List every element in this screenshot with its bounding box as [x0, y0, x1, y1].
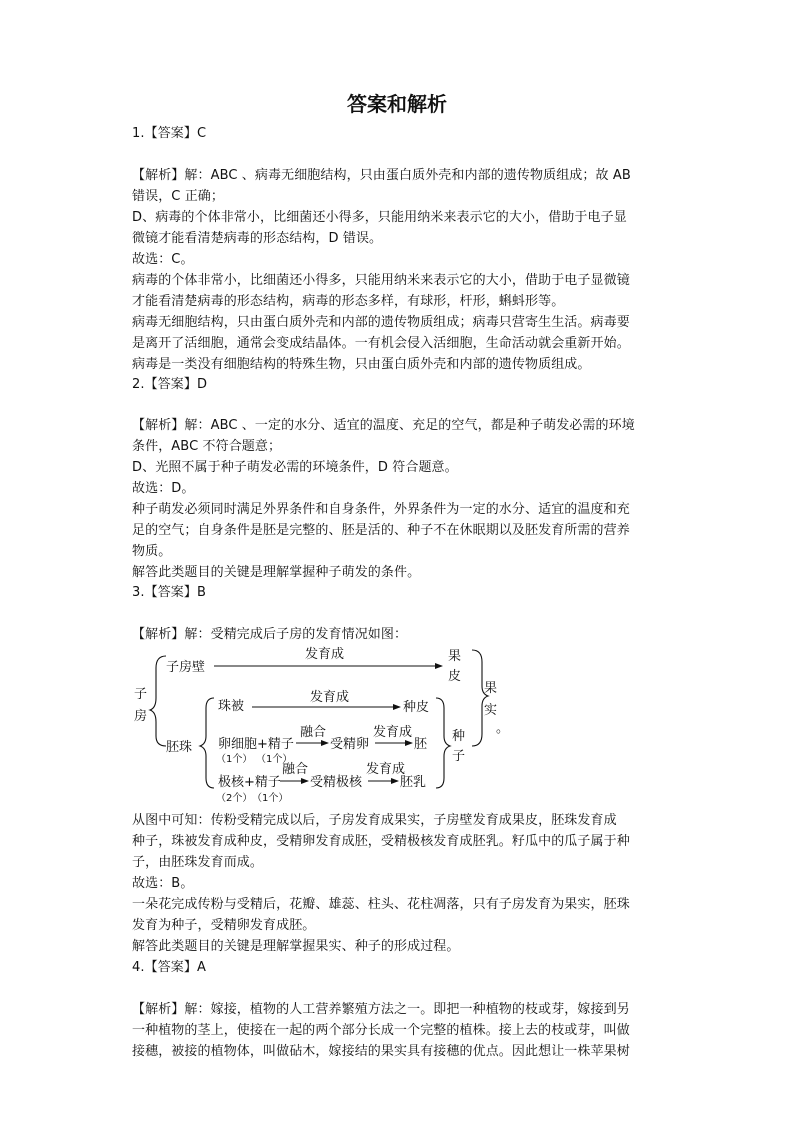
text-line: 发育为种子，受精卵发育成胚。 — [132, 918, 316, 933]
diagram-label-fuse-1: 融合 — [300, 725, 327, 740]
text-line: 4.【答案】A — [132, 960, 206, 975]
diagram-count-polar: （2个） — [216, 793, 253, 804]
text-line: 一朵花完成传粉与受精后，花瓣、雄蕊、柱头、花柱凋落，只有子房发育为果实，胚珠 — [132, 897, 630, 912]
diagram-count-egg: （1个） — [216, 754, 253, 765]
diagram-seed-char-1: 种 — [452, 729, 466, 744]
diagram-seed-brace — [436, 698, 450, 788]
text-line: 故选：C。 — [132, 252, 194, 267]
diagram-period: 。 — [496, 721, 510, 736]
diagram-zygote: 受精卵 — [330, 737, 370, 752]
ovary-development-diagram — [130, 638, 530, 810]
text-line: 物质。 — [132, 544, 172, 559]
diagram-ovary-wall: 子房壁 — [166, 660, 206, 675]
text-line: 病毒无细胞结构，只由蛋白质外壳和内部的遗传物质组成；病毒只营寄生生活。病毒要 — [132, 315, 630, 330]
diagram-count-sperm-1: （1个） — [256, 754, 293, 765]
text-line: 故选：B。 — [132, 876, 194, 891]
text-line: 接穗，被接的植物体，叫做砧木，嫁接结的果实具有接穗的优点。因此想让一株苹果树 — [132, 1044, 630, 1059]
text-line: 一种植物的茎上，使接在一起的两个部分长成一个完整的植株。接上去的枝或芽，叫做 — [132, 1023, 630, 1038]
text-line: 条件，ABC 不符合题意； — [132, 439, 282, 454]
text-line: 从图中可知：传粉受精完成以后，子房发育成果实，子房壁发育成果皮，胚珠发育成 — [132, 813, 617, 828]
diagram-label-fuse-2: 融合 — [282, 762, 309, 777]
text-line: 【解析】解：ABC 、病毒无细胞结构，只由蛋白质外壳和内部的遗传物质组成；故 AB — [132, 168, 631, 183]
diagram-embryo: 胚 — [414, 737, 428, 752]
text-line: 种子，珠被发育成种皮，受精卵发育成胚，受精极核发育成胚乳。籽瓜中的瓜子属于种 — [132, 834, 630, 849]
diagram-label-develops-3: 发育成 — [373, 725, 413, 740]
text-line: 故选：D。 — [132, 481, 195, 496]
diagram-seed-char-2: 子 — [452, 749, 466, 764]
page-title: 答案和解析 — [347, 92, 447, 116]
text-line: 【解析】解：嫁接，植物的人工营养繁殖方法之一。即把一种植物的枝或芽，嫁接到另 — [132, 1002, 630, 1017]
text-line: 3.【答案】B — [132, 585, 207, 600]
diagram-label-develops-2: 发育成 — [310, 690, 350, 705]
diagram-ovule-brace — [200, 698, 214, 788]
text-line: 子，由胚珠发育而成。 — [132, 855, 264, 870]
diagram-ovary-char-1: 子 — [134, 687, 148, 702]
text-line: 解答此类题目的关键是理解掌握果实、种子的形成过程。 — [132, 939, 460, 954]
diagram-count-sperm-2: （1个） — [252, 793, 289, 804]
diagram-fruit-char-2: 实 — [484, 703, 498, 718]
text-line: 错误，C 正确； — [132, 189, 225, 204]
diagram-pericarp-char-1: 果 — [448, 649, 462, 664]
diagram-ovary-brace — [150, 656, 166, 746]
diagram-pericarp-char-2: 皮 — [448, 669, 462, 684]
diagram-fruit-char-1: 果 — [484, 681, 498, 696]
text-line: 种子萌发必须同时满足外界条件和自身条件，外界条件为一定的水分、适宜的温度和充 — [132, 502, 630, 517]
diagram-egg-sperm: 卵细胞+精子 — [218, 737, 294, 752]
text-line: 足的空气；自身条件是胚是完整的、胚是活的、种子不在休眠期以及胚发育所需的营养 — [132, 523, 630, 538]
diagram-fruit-brace — [472, 650, 488, 746]
diagram-label-develops-1: 发育成 — [305, 647, 345, 662]
text-line: 【解析】解：受精完成后子房的发育情况如图： — [132, 627, 408, 642]
text-line: D、光照不属于种子萌发必需的环境条件，D 符合题意。 — [132, 460, 458, 475]
diagram-endosperm: 胚乳 — [400, 775, 427, 790]
diagram-integument: 珠被 — [218, 699, 245, 714]
text-line: 【解析】解：ABC 、一定的水分、适宜的温度、充足的空气，都是种子萌发必需的环境 — [132, 418, 635, 433]
text-line: 才能看清楚病毒的形态结构，病毒的形态多样，有球形，杆形，蝌蚪形等。 — [132, 294, 565, 309]
text-line: 病毒的个体非常小，比细菌还小得多，只能用纳米来表示它的大小，借助于电子显微镜 — [132, 273, 630, 288]
diagram-seed-coat: 种皮 — [403, 700, 430, 715]
diagram-ovule: 胚珠 — [166, 740, 193, 755]
text-line: D、病毒的个体非常小，比细菌还小得多，只能用纳米来表示它的大小，借助于电子显 — [132, 210, 627, 225]
text-line: 解答此类题目的关键是理解掌握种子萌发的条件。 — [132, 565, 421, 580]
diagram-ovary-char-2: 房 — [134, 709, 148, 724]
text-line: 是离开了活细胞，通常会变成结晶体。一有机会侵入活细胞，生命活动就会重新开始。 — [132, 336, 630, 351]
text-line: 微镜才能看清楚病毒的形态结构，D 错误。 — [132, 231, 383, 246]
diagram-label-develops-4: 发育成 — [366, 762, 406, 777]
text-line: 1.【答案】C — [132, 126, 207, 141]
text-line: 病毒是一类没有细胞结构的特殊生物，只由蛋白质外壳和内部的遗传物质组成。 — [132, 357, 591, 372]
diagram-fertilized-polar: 受精极核 — [310, 775, 363, 790]
text-line: 2.【答案】D — [132, 377, 208, 392]
diagram-polar-sperm: 极核+精子 — [218, 775, 281, 790]
